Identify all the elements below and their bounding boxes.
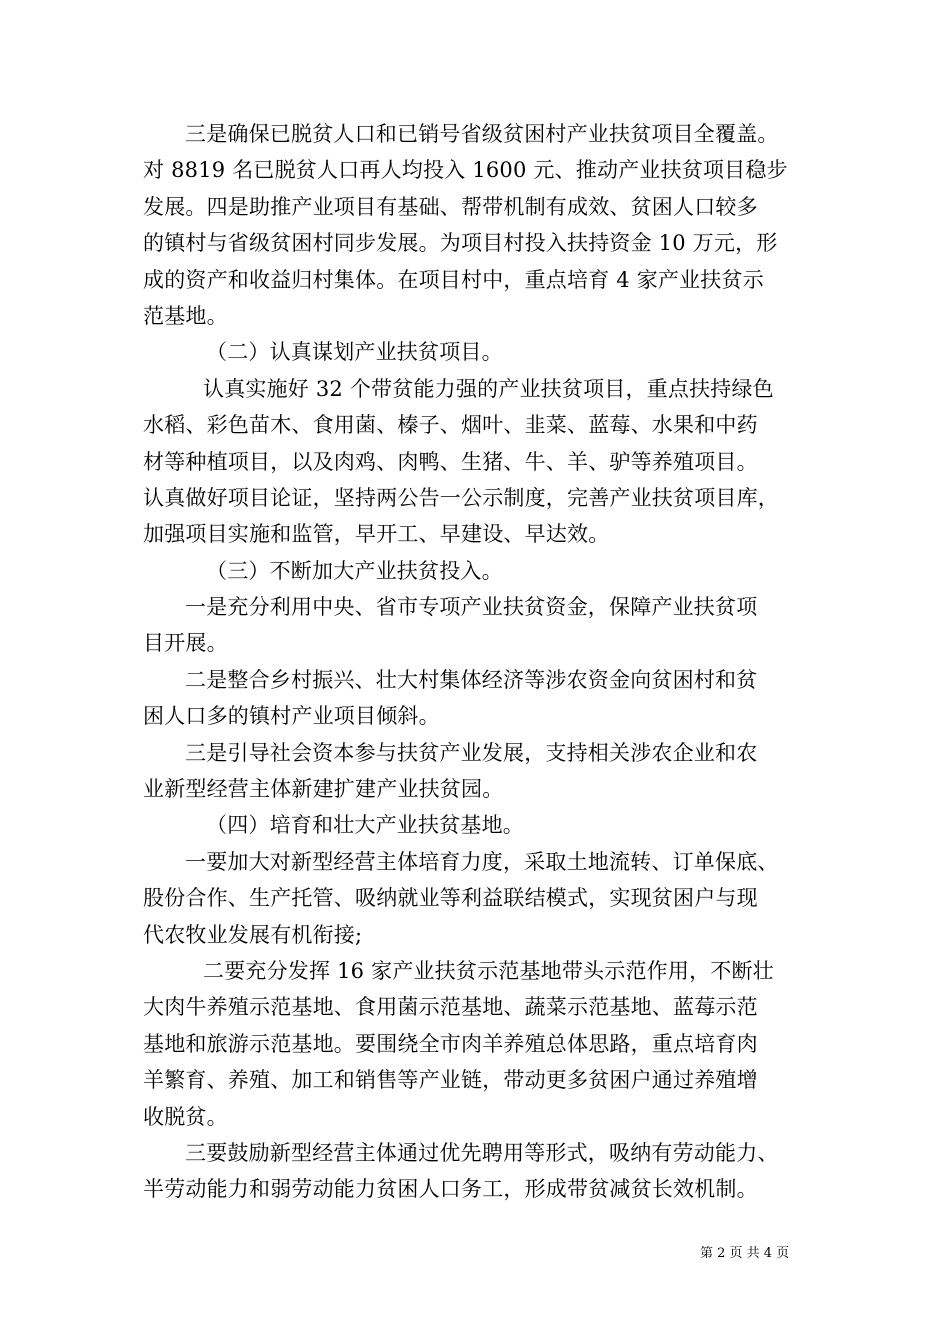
paragraph-line: 困人口多的镇村产业项目倾斜。 [143,704,440,729]
paragraph-line: 范基地。 [143,303,228,328]
paragraph-line: 认真做好项目论证，坚持两公告一公示制度，完善产业扶贫项目库， [143,485,779,510]
paragraph-line: 水稻、彩色苗木、食用菌、榛子、烟叶、韭菜、蓝莓、水果和中药 [143,413,758,438]
page-number: 第 2 页 共 4 页 [700,1246,790,1261]
paragraph-line: 加强项目实施和监管，早开工、早建设、早达效。 [143,522,610,547]
paragraph-line: 代农牧业发展有机衔接; [143,922,363,947]
paragraph-line: 半劳动能力和弱劳动能力贫困人口务工，形成带贫减贫长效机制。 [143,1177,758,1202]
document-body [143,116,813,1208]
paragraph-line: 三是引导社会资本参与扶贫产业发展，支持相关涉农企业和农 [185,740,758,765]
paragraph-line: 目开展。 [143,631,228,656]
paragraph-line: 收脱贫。 [143,1104,228,1129]
paragraph-line: 羊繁育、养殖、加工和销售等产业链，带动更多贫困户通过养殖增 [143,1068,758,1093]
paragraph-line: 业新型经营主体新建扩建产业扶贫园。 [143,777,504,802]
paragraph-line: 二是整合乡村振兴、壮大村集体经济等涉农资金向贫困村和贫 [185,667,758,692]
paragraph-line: 认真实施好 32 个带贫能力强的产业扶贫项目，重点扶持绿色 [203,376,774,401]
paragraph-line: 发展。四是助推产业项目有基础、帮带机制有成效、贫困人口较多 [143,194,758,219]
section-heading: （二）认真谋划产业扶贫项目。 [206,340,503,365]
paragraph-line: 一要加大对新型经营主体培育力度，采取土地流转、订单保底、 [185,849,779,874]
paragraph-line: 股份合作、生产托管、吸纳就业等利益联结模式，实现贫困户与现 [143,886,758,911]
section-heading: （三）不断加大产业扶贫投入。 [206,558,503,583]
paragraph-line: 材等种植项目，以及肉鸡、肉鸭、生猪、牛、羊、驴等养殖项目。 [143,449,758,474]
paragraph-line: 三是确保已脱贫人口和已销号省级贫困村产业扶贫项目全覆盖。 [185,122,779,146]
paragraph-line: 三要鼓励新型经营主体通过优先聘用等形式，吸纳有劳动能力、 [185,1140,779,1165]
section-heading: （四）培育和壮大产业扶贫基地。 [206,813,524,838]
paragraph-line: 大肉牛养殖示范基地、食用菌示范基地、蔬菜示范基地、蓝莓示范 [143,995,758,1020]
paragraph-line: 对 8819 名已脱贫人口再人均投入 1600 元、推动产业扶贫项目稳步 [143,158,788,183]
paragraph-line: 基地和旅游示范基地。要围绕全市肉羊养殖总体思路，重点培育肉 [143,1031,758,1056]
paragraph-line: 一是充分利用中央、省市专项产业扶贫资金，保障产业扶贫项 [185,595,758,620]
paragraph-line: 二要充分发挥 16 家产业扶贫示范基地带头示范作用，不断壮 [203,958,774,983]
paragraph-line: 成的资产和收益归村集体。在项目村中，重点培育 4 家产业扶贫示 [143,267,764,292]
paragraph-line: 的镇村与省级贫困村同步发展。为项目村投入扶持资金 10 万元，形 [143,231,778,256]
